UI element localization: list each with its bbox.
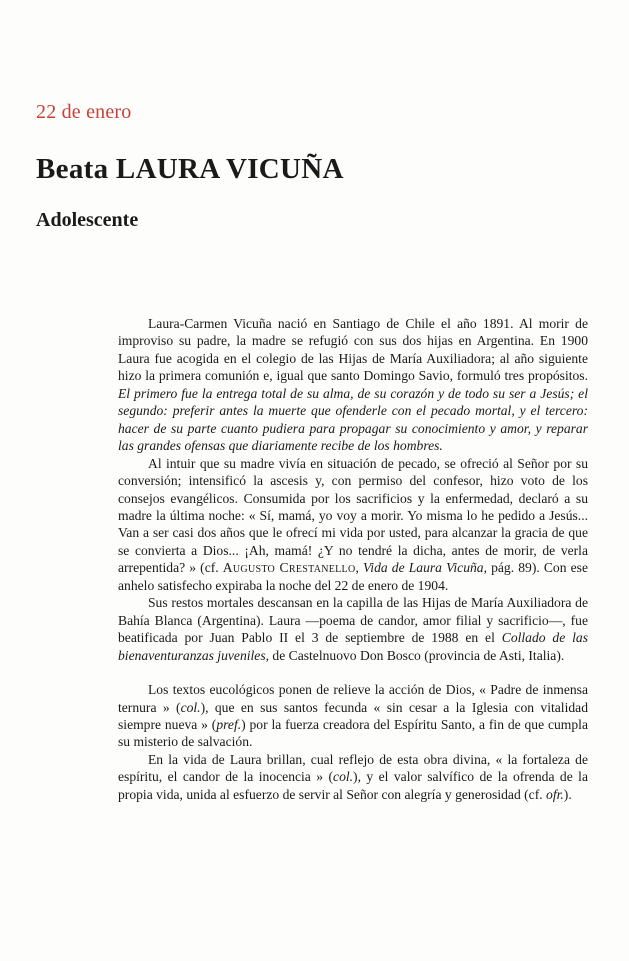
paragraph [118, 315, 588, 455]
text-run: pref. [216, 716, 242, 732]
text-run: col. [180, 699, 201, 715]
text-run: Sus restos mortales descansan en la capilla de las Hijas de María Auxiliadora de Bahía Blanca (Argentina). Laura —poema de candor, amor filial y sacrificio—, fue beatificada por Juan Pablo II el 3 de septiembre de 1988 en el [118, 595, 588, 646]
paragraph [118, 751, 588, 803]
text-run: pág. 89). Con ese anhelo satisfecho expiraba la noche del 22 de enero de 1904. [118, 560, 588, 593]
text-run: ), y el valor salvífico de la ofrenda de la propia vida, unida al esfuerzo de servir al Señor con alegría y generosidad (cf. [118, 769, 588, 802]
text-run: En la vida de Laura brillan, cual reflejo de esta obra divina, « la fortaleza de espíritu, el candor de la inocencia » ( [118, 751, 588, 785]
text-run: ofr. [546, 786, 564, 802]
text-run: de Castelnuovo Don Bosco (provincia de Asti, Italia). [269, 647, 565, 663]
text-run: , [355, 560, 364, 576]
text-run: Los textos eucológicos ponen de relieve la acción de Dios, « Padre de inmensa ternura » ( [118, 682, 588, 715]
paragraph [118, 455, 588, 595]
text-run: Laura-Carmen Vicuña nació en Santiago de Chile el año 1891. Al morir de improviso su padre, la madre se refugió con sus dos hijas en Argentina. En 1900 Laura fue acogida en el colegio de las Hijas de María Auxiliadora; al año siguiente hizo la primera comunión e, igual que santo Domingo Savio, formuló tres propósitos. [118, 316, 588, 384]
paragraph [118, 594, 588, 664]
text-run: ), que en sus santos fecunda « sin cesar a la Iglesia con vitalidad siempre nueva » ( [118, 699, 588, 732]
text-run: El primero fue la entrega total de su alma, de su corazón y de todo su ser a Jesús; el segundo: preferir antes la muerte que ofenderle con el pecado mortal, y el tercero: hacer de su parte cuanto pudiera para propagar su conocimiento y amor, y reparar las grandes ofensas que diariamente recibe de los hombres. [118, 385, 588, 454]
article-body [118, 315, 588, 803]
text-run: ). [563, 786, 572, 802]
page-date: 22 de enero [36, 101, 132, 123]
text-run: col. [333, 769, 354, 785]
text-run: Vida de Laura Vicuña, [363, 560, 487, 576]
text-run: Al intuir que su madre vivía en situación de pecado, se ofreció al Señor por su conversión; intensificó la ascesis y, con permiso del confesor, hizo voto de los consejos evangélicos. Consumida por los sacrificios y la enfermedad, declaró a su madre la última noche: « Sí, mamá, yo voy a morir. Yo misma lo he pedido a Jesús... Van a ser casi dos años que le ofrecí mi vida por usted, para alcanzar la gracia de que se convierta a Dios... ¡Ah, mamá! ¿Y no tendré la dicha, antes de morir, de verla arrepentida? » (cf. [118, 455, 588, 576]
page-title: Beata LAURA VICUÑA [36, 153, 344, 185]
paragraph [118, 681, 588, 751]
page-subtitle: Adolescente [36, 209, 139, 231]
text-run: ) por la fuerza creadora del Espíritu Santo, a fin de que cumpla su misterio de salvación. [118, 716, 588, 750]
text-run: Collado de las bienaventuranzas juveniles, [118, 630, 588, 663]
text-run: Augusto Crestanello [222, 560, 356, 576]
